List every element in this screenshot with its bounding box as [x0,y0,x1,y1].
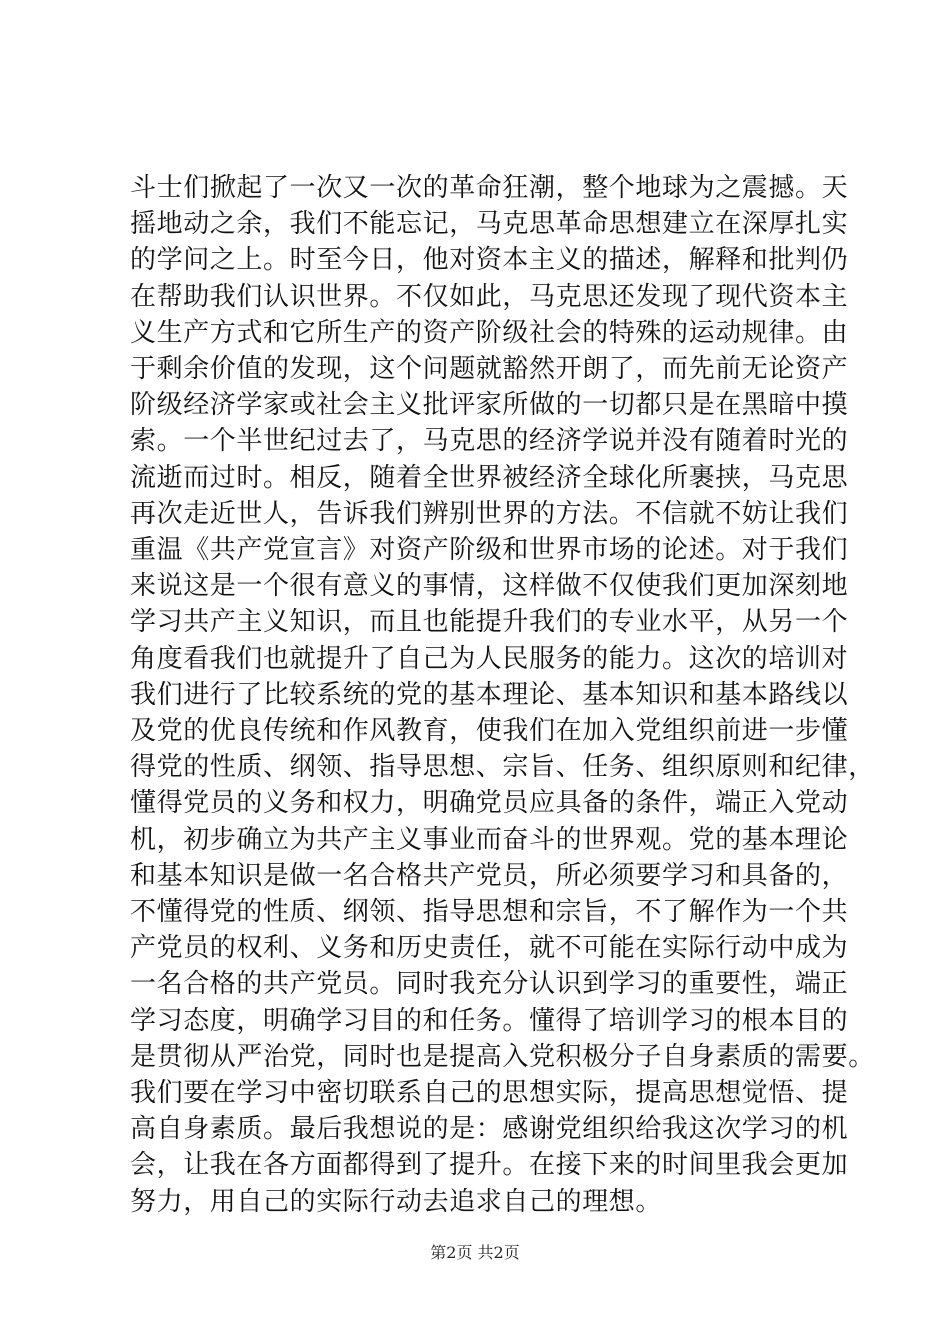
page-footer [0,1240,950,1263]
text-line: 机，初步确立为共产主义事业而奋斗的世界观。党的基本理论 [130,824,849,855]
text-line: 于剩余价值的发现，这个问题就豁然开朗了，而先前无论资产 [130,354,849,385]
text-line: 我们要在学习中密切联系自己的思想实际，提高思想觉悟、提 [130,1078,849,1109]
text-line: 努力，用自己的实际行动去追求自己的理想。 [130,1186,663,1217]
text-line: 在帮助我们认识世界。不仅如此，马克思还发现了现代资本主 [130,281,849,312]
text-line: 会，让我在各方面都得到了提升。在接下来的时间里我会更加 [130,1150,849,1181]
text-line: 产党员的权利、义务和历史责任，就不可能在实际行动中成为 [130,933,849,964]
text-line: 斗士们掀起了一次又一次的革命狂潮，整个地球为之震撼。天 [130,173,849,203]
text-line: 义生产方式和它所生产的资产阶级社会的特殊的运动规律。由 [130,317,849,348]
body-text [130,170,875,1220]
page-number-label: 第2页 共2页 [430,1243,520,1262]
text-line: 及党的优良传统和作风教育，使我们在加入党组织前进一步懂 [130,716,849,747]
text-line: 的学问之上。时至今日，他对资本主义的描述，解释和批判仍 [130,245,849,276]
text-line: 高自身素质。最后我想说的是：感谢党组织给我这次学习的机 [130,1114,849,1145]
text-line: 再次走近世人，告诉我们辨别世界的方法。不信就不妨让我们 [130,498,849,529]
text-line: 不懂得党的性质、纲领、指导思想和宗旨，不了解作为一个共 [130,897,849,928]
text-line: 得党的性质、纲领、指导思想、宗旨、任务、组织原则和纪律， [130,752,875,783]
text-line: 来说这是一个很有意义的事情，这样做不仅使我们更加深刻地 [130,571,849,602]
text-line: 学习态度，明确学习目的和任务。懂得了培训学习的根本目的 [130,1005,849,1036]
text-line: 一名合格的共产党员。同时我充分认识到学习的重要性，端正 [130,969,849,1000]
text-line: 重温《共产党宣言》对资产阶级和世界市场的论述。对于我们 [130,535,849,566]
text-line: 阶级经济学家或社会主义批评家所做的一切都只是在黑暗中摸 [130,390,849,421]
text-line: 和基本知识是做一名合格共产党员，所必须要学习和具备的， [130,860,849,891]
text-line: 我们进行了比较系统的党的基本理论、基本知识和基本路线以 [130,679,849,710]
text-line: 摇地动之余，我们不能忘记，马克思革命思想建立在深厚扎实 [130,209,849,240]
text-line: 懂得党员的义务和权力，明确党员应具备的条件，端正入党动 [130,788,849,819]
text-line: 是贯彻从严治党，同时也是提高入党积极分子自身素质的需要。 [130,1041,875,1072]
text-line: 索。一个半世纪过去了，马克思的经济学说并没有随着时光的 [130,426,849,457]
text-line: 学习共产主义知识，而且也能提升我们的专业水平，从另一个 [130,607,849,638]
text-line: 角度看我们也就提升了自己为人民服务的能力。这次的培训对 [130,643,849,674]
text-line: 流逝而过时。相反，随着全世界被经济全球化所裹挟，马克思 [130,462,849,493]
